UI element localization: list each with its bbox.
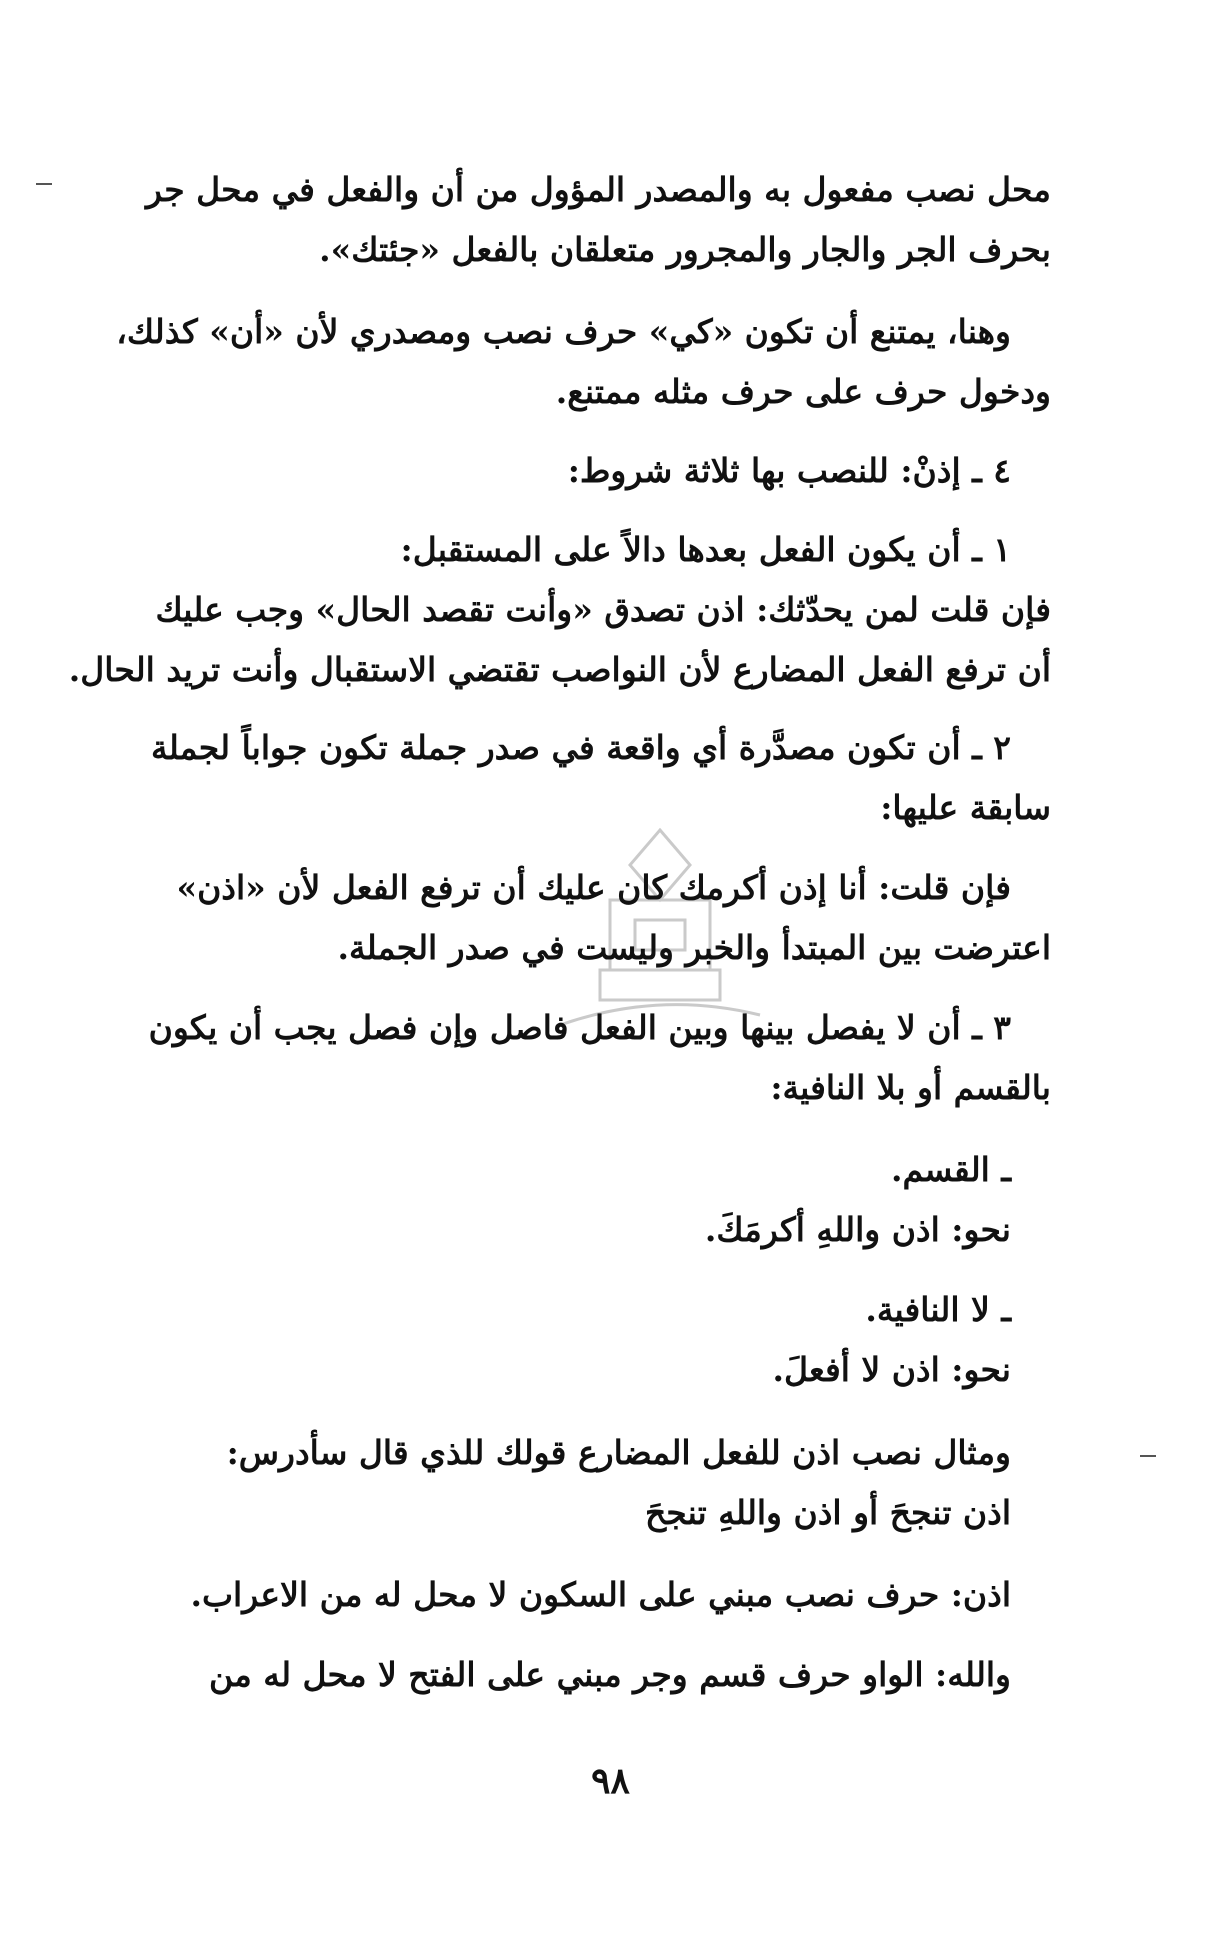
condition-heading: ١ ـ أن يكون الفعل بعدها دالاً على المستقبل: bbox=[400, 530, 1011, 569]
example-line: نحو: اذن لا أفعلَ. bbox=[772, 1350, 1011, 1389]
page-number: ٩٨ bbox=[591, 1760, 630, 1802]
text-line: وهنا، يمتنع أن تكون «كي» حرف نصب ومصدري لأن «أن» كذلك، bbox=[116, 312, 1011, 351]
text-line: محل نصب مفعول به والمصدر المؤول من أن والفعل في محل جر bbox=[146, 170, 1051, 209]
sub-item-heading: ـ لا النافية. bbox=[865, 1290, 1011, 1329]
parsing-line: اذن: حرف نصب مبني على السكون لا محل له من الاعراب. bbox=[190, 1575, 1011, 1614]
paragraph-7 bbox=[96, 998, 1051, 1118]
paragraph-4 bbox=[68, 520, 1051, 700]
paragraph-8 bbox=[96, 1140, 1051, 1260]
text-line: ودخول حرف على حرف مثله ممتنع. bbox=[555, 372, 1051, 411]
paragraph-12 bbox=[96, 1645, 1051, 1705]
condition-heading: ٢ ـ أن تكون مصدَّرة أي واقعة في صدر جملة تكون جواباً لجملة bbox=[151, 728, 1011, 767]
text-line: أن ترفع الفعل المضارع لأن النواصب تقتضي الاستقبال وأنت تريد الحال. bbox=[68, 650, 1051, 689]
paragraph-6 bbox=[96, 858, 1051, 978]
paragraph-11 bbox=[96, 1565, 1051, 1625]
text-line: ومثال نصب اذن للفعل المضارع قولك للذي قال سأدرس: bbox=[226, 1433, 1011, 1472]
text-line: بالقسم أو بلا النافية: bbox=[770, 1068, 1051, 1107]
paragraph-9 bbox=[96, 1280, 1051, 1400]
margin-tick-right bbox=[1140, 1455, 1156, 1457]
paragraph-10 bbox=[96, 1423, 1051, 1543]
section-heading: ٤ ـ إذنْ: للنصب بها ثلاثة شروط: bbox=[567, 451, 1011, 490]
parsing-line: والله: الواو حرف قسم وجر مبني على الفتح لا محل له من bbox=[209, 1655, 1011, 1694]
example-line: نحو: اذن واللهِ أكرمَكَ. bbox=[704, 1210, 1011, 1249]
example-line: اذن تنجحَ أو اذن واللهِ تنجحَ bbox=[644, 1493, 1011, 1532]
sub-item-heading: ـ القسم. bbox=[891, 1150, 1011, 1189]
margin-tick-left bbox=[36, 183, 52, 185]
text-line: فإن قلت لمن يحدّثك: اذن تصدق «وأنت تقصد الحال» وجب عليك bbox=[155, 590, 1051, 629]
paragraph-1 bbox=[96, 160, 1051, 280]
text-line: اعترضت بين المبتدأ والخبر وليست في صدر الجملة. bbox=[337, 928, 1051, 967]
condition-heading: ٣ ـ أن لا يفصل بينها وبين الفعل فاصل وإن فصل يجب أن يكون bbox=[148, 1008, 1011, 1047]
text-line: فإن قلت: أنا إذن أكرمك كان عليك أن ترفع الفعل لأن «اذن» bbox=[176, 868, 1011, 907]
text-line: سابقة عليها: bbox=[880, 788, 1051, 827]
paragraph-2 bbox=[96, 302, 1051, 422]
paragraph-5 bbox=[96, 718, 1051, 838]
text-line: بحرف الجر والجار والمجرور متعلقان بالفعل «جئتك». bbox=[319, 230, 1051, 269]
paragraph-3 bbox=[96, 441, 1051, 501]
